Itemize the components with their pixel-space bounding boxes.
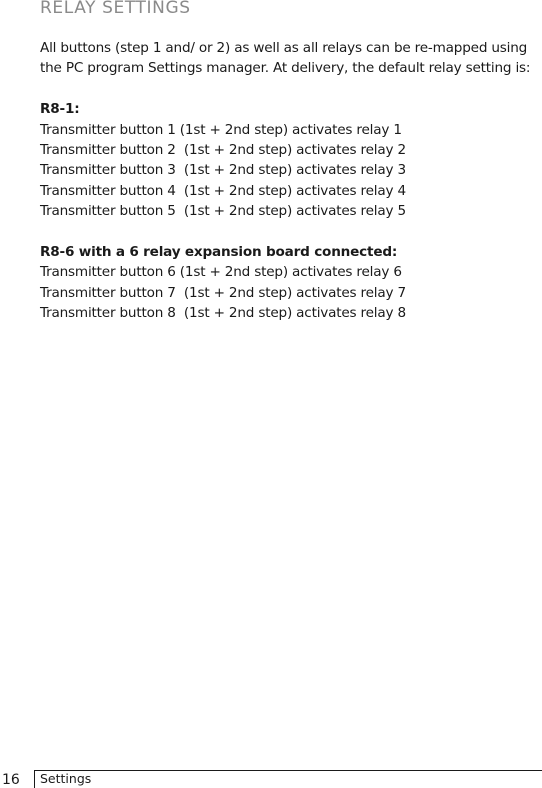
relay-mapping-line: Transmitter button 7 (1st + 2nd step) activates relay 7 <box>40 284 406 301</box>
relay-mapping-line: Transmitter button 5 (1st + 2nd step) activates relay 5 <box>40 203 406 220</box>
relay-mapping-line: Transmitter button 2 (1st + 2nd step) activates relay 2 <box>40 142 406 159</box>
footer-divider <box>34 770 35 788</box>
footer-page-number: 16 <box>2 772 20 788</box>
page-title: RELAY SETTINGS <box>40 0 191 18</box>
intro-line: All buttons (step 1 and/ or 2) as well as all relays can be re-mapped using <box>40 40 528 56</box>
paragraph-spacer <box>40 79 536 99</box>
relay-mapping-line: Transmitter button 3 (1st + 2nd step) activates relay 3 <box>40 162 406 179</box>
section-heading-r8-1: R8-1: <box>40 101 80 118</box>
page-content <box>40 38 536 324</box>
intro-line: the PC program Settings manager. At delivery, the default relay setting is: <box>40 60 531 77</box>
footer-rule <box>34 770 542 771</box>
relay-mapping-line: Transmitter button 4 (1st + 2nd step) activates relay 4 <box>40 182 406 199</box>
relay-mapping-line: Transmitter button 8 (1st + 2nd step) activates relay 8 <box>40 305 406 322</box>
relay-mapping-line: Transmitter button 1 (1st + 2nd step) activates relay 1 <box>40 121 402 138</box>
relay-mapping-line: Transmitter button 6 (1st + 2nd step) activates relay 6 <box>40 264 402 281</box>
footer-section-name: Settings <box>40 771 92 786</box>
section-heading-r8-6: R8-6 with a 6 relay expansion board connected: <box>40 244 398 261</box>
paragraph-spacer <box>40 222 536 242</box>
